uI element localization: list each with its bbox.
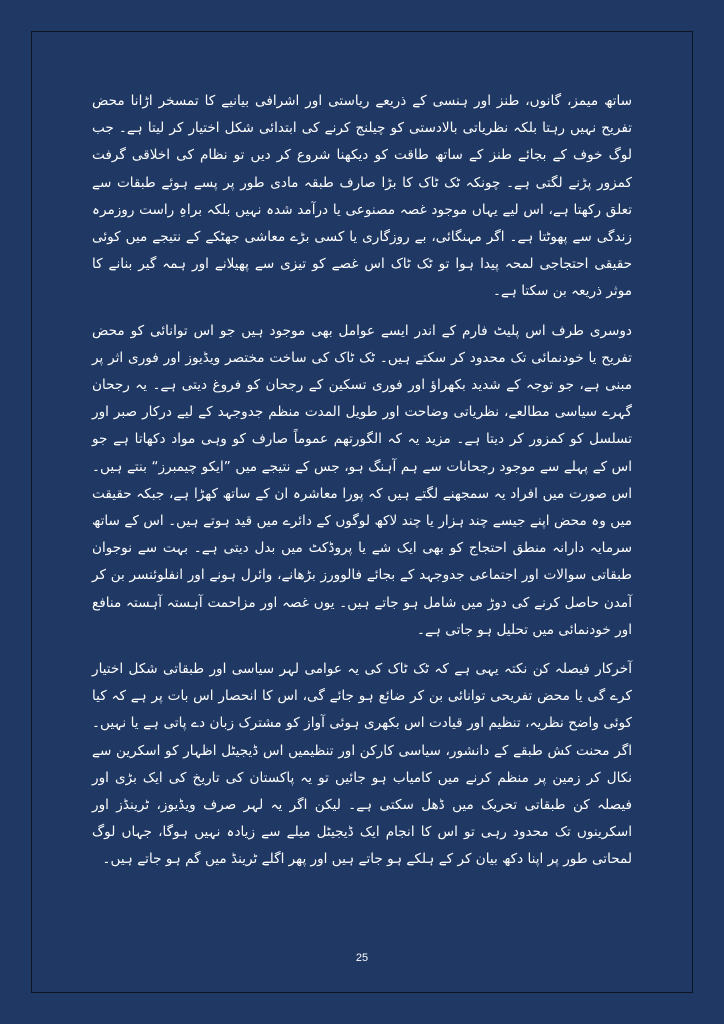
body-text: [92, 88, 632, 886]
paragraph-3: آخرکار فیصلہ کن نکتہ یہی ہے کہ ٹک ٹاک کی یہ عوامی لہر سیاسی اور طبقاتی شکل اختیار کرے گی یا محض تفریحی توانائی بن کر ضائع ہو جائے گی، اس کا انحصار اس بات پر ہے کہ کیا کوئی واضح نظریہ، تنظیم اور قیادت اس بکھری ہوئی آواز کو مشترک زبان دے پاتی ہے یا نہیں۔ اگر محنت کش طبقے کے دانشور، سیاسی کارکن اور تنظیمیں اس ڈیجیٹل اظہار کو اسکرین سے نکال کر زمین پر منظم کرنے میں کامیاب ہو جائیں تو یہ پاکستان کی تاریخ کی ایک بڑی اور فیصلہ کن طبقاتی تحریک میں ڈھل سکتی ہے۔ لیکن اگر یہ لہر صرف ویڈیوز، ٹرینڈز اور اسکرینوں تک محدود رہی تو اس کا انجام ایک ڈیجیٹل میلے سے زیادہ نہیں ہوگا، جہاں لوگ لمحاتی طور پر اپنا دکھ بیان کر کے ہلکے ہو جاتے ہیں اور پھر اگلے ٹرینڈ میں گم ہو جاتے ہیں۔: [92, 661, 632, 868]
page-number: 25: [355, 952, 369, 964]
paragraph-1: ساتھ میمز، گانوں، طنز اور ہنسی کے ذریعے ریاستی اور اشرافی بیانیے کا تمسخر اڑانا محض تفریح نہیں رہتا بلکہ نظریاتی بالادستی کو چیلنج کرنے کی ابتدائی شکل اختیار کر لیتا ہے۔ جب لوگ خوف کے بجائے طنز کے ساتھ طاقت کو دیکھنا شروع کر دیں تو نظام کی اخلاقی گرفت کمزور پڑنے لگتی ہے۔ چونکہ ٹک ٹاک کا بڑا صارف طبقہ مادی طور پر پسے ہوئے طبقات سے تعلق رکھتا ہے، اس لیے یہاں موجود غصہ مصنوعی یا درآمد شدہ نہیں بلکہ براہِ راست روزمرہ زندگی سے پھوٹتا ہے۔ اگر مہنگائی، بے روزگاری یا کسی بڑے معاشی جھٹکے کے نتیجے میں کوئی حقیقی احتجاجی لمحہ پیدا ہوا تو ٹک ٹاک اس غصے کو تیزی سے پھیلانے اور ہمہ گیر بنانے کا موثر ذریعہ بن سکتا ہے۔: [92, 93, 632, 300]
paragraph-2: دوسری طرف اس پلیٹ فارم کے اندر ایسے عوامل بھی موجود ہیں جو اس توانائی کو محض تفریح یا خودنمائی تک محدود کر سکتے ہیں۔ ٹک ٹاک کی ساخت مختصر ویڈیوز اور فوری اثر پر مبنی ہے، جو توجہ کے شدید بکھراؤ اور فوری تسکین کے رجحان کو فروغ دیتی ہے۔ یہ رجحان گہرے سیاسی مطالعے، نظریاتی وضاحت اور طویل المدت منظم جدوجہد کے لیے درکار صبر اور تسلسل کو کمزور کر دیتا ہے۔ مزید یہ کہ الگورتھم عموماً صارف کو وہی مواد دکھاتا ہے جو اس کے پہلے سے موجود رجحانات سے ہم آہنگ ہو، جس کے نتیجے میں ”ایکو چیمبرز“ بنتے ہیں۔ اس صورت میں افراد یہ سمجھنے لگتے ہیں کہ پورا معاشرہ ان کے ساتھ کھڑا ہے، جبکہ حقیقت میں وہ محض اپنے جیسے چند ہزار یا چند لاکھ لوگوں کے دائرے میں قید ہوتے ہیں۔ اس کے ساتھ سرمایہ دارانہ منطق احتجاج کو بھی ایک شے یا پروڈکٹ میں بدل دیتی ہے۔ بہت سے نوجوان طبقاتی سوالات اور اجتماعی جدوجہد کے بجائے فالوورز بڑھانے، وائرل ہونے اور انفلوئنسر بن کر آمدن حاصل کرنے کی دوڑ میں شامل ہو جاتے ہیں۔ یوں غصہ اور مزاحمت آہستہ آہستہ منافع اور خودنمائی میں تحلیل ہو جاتی ہے۔: [92, 322, 632, 638]
